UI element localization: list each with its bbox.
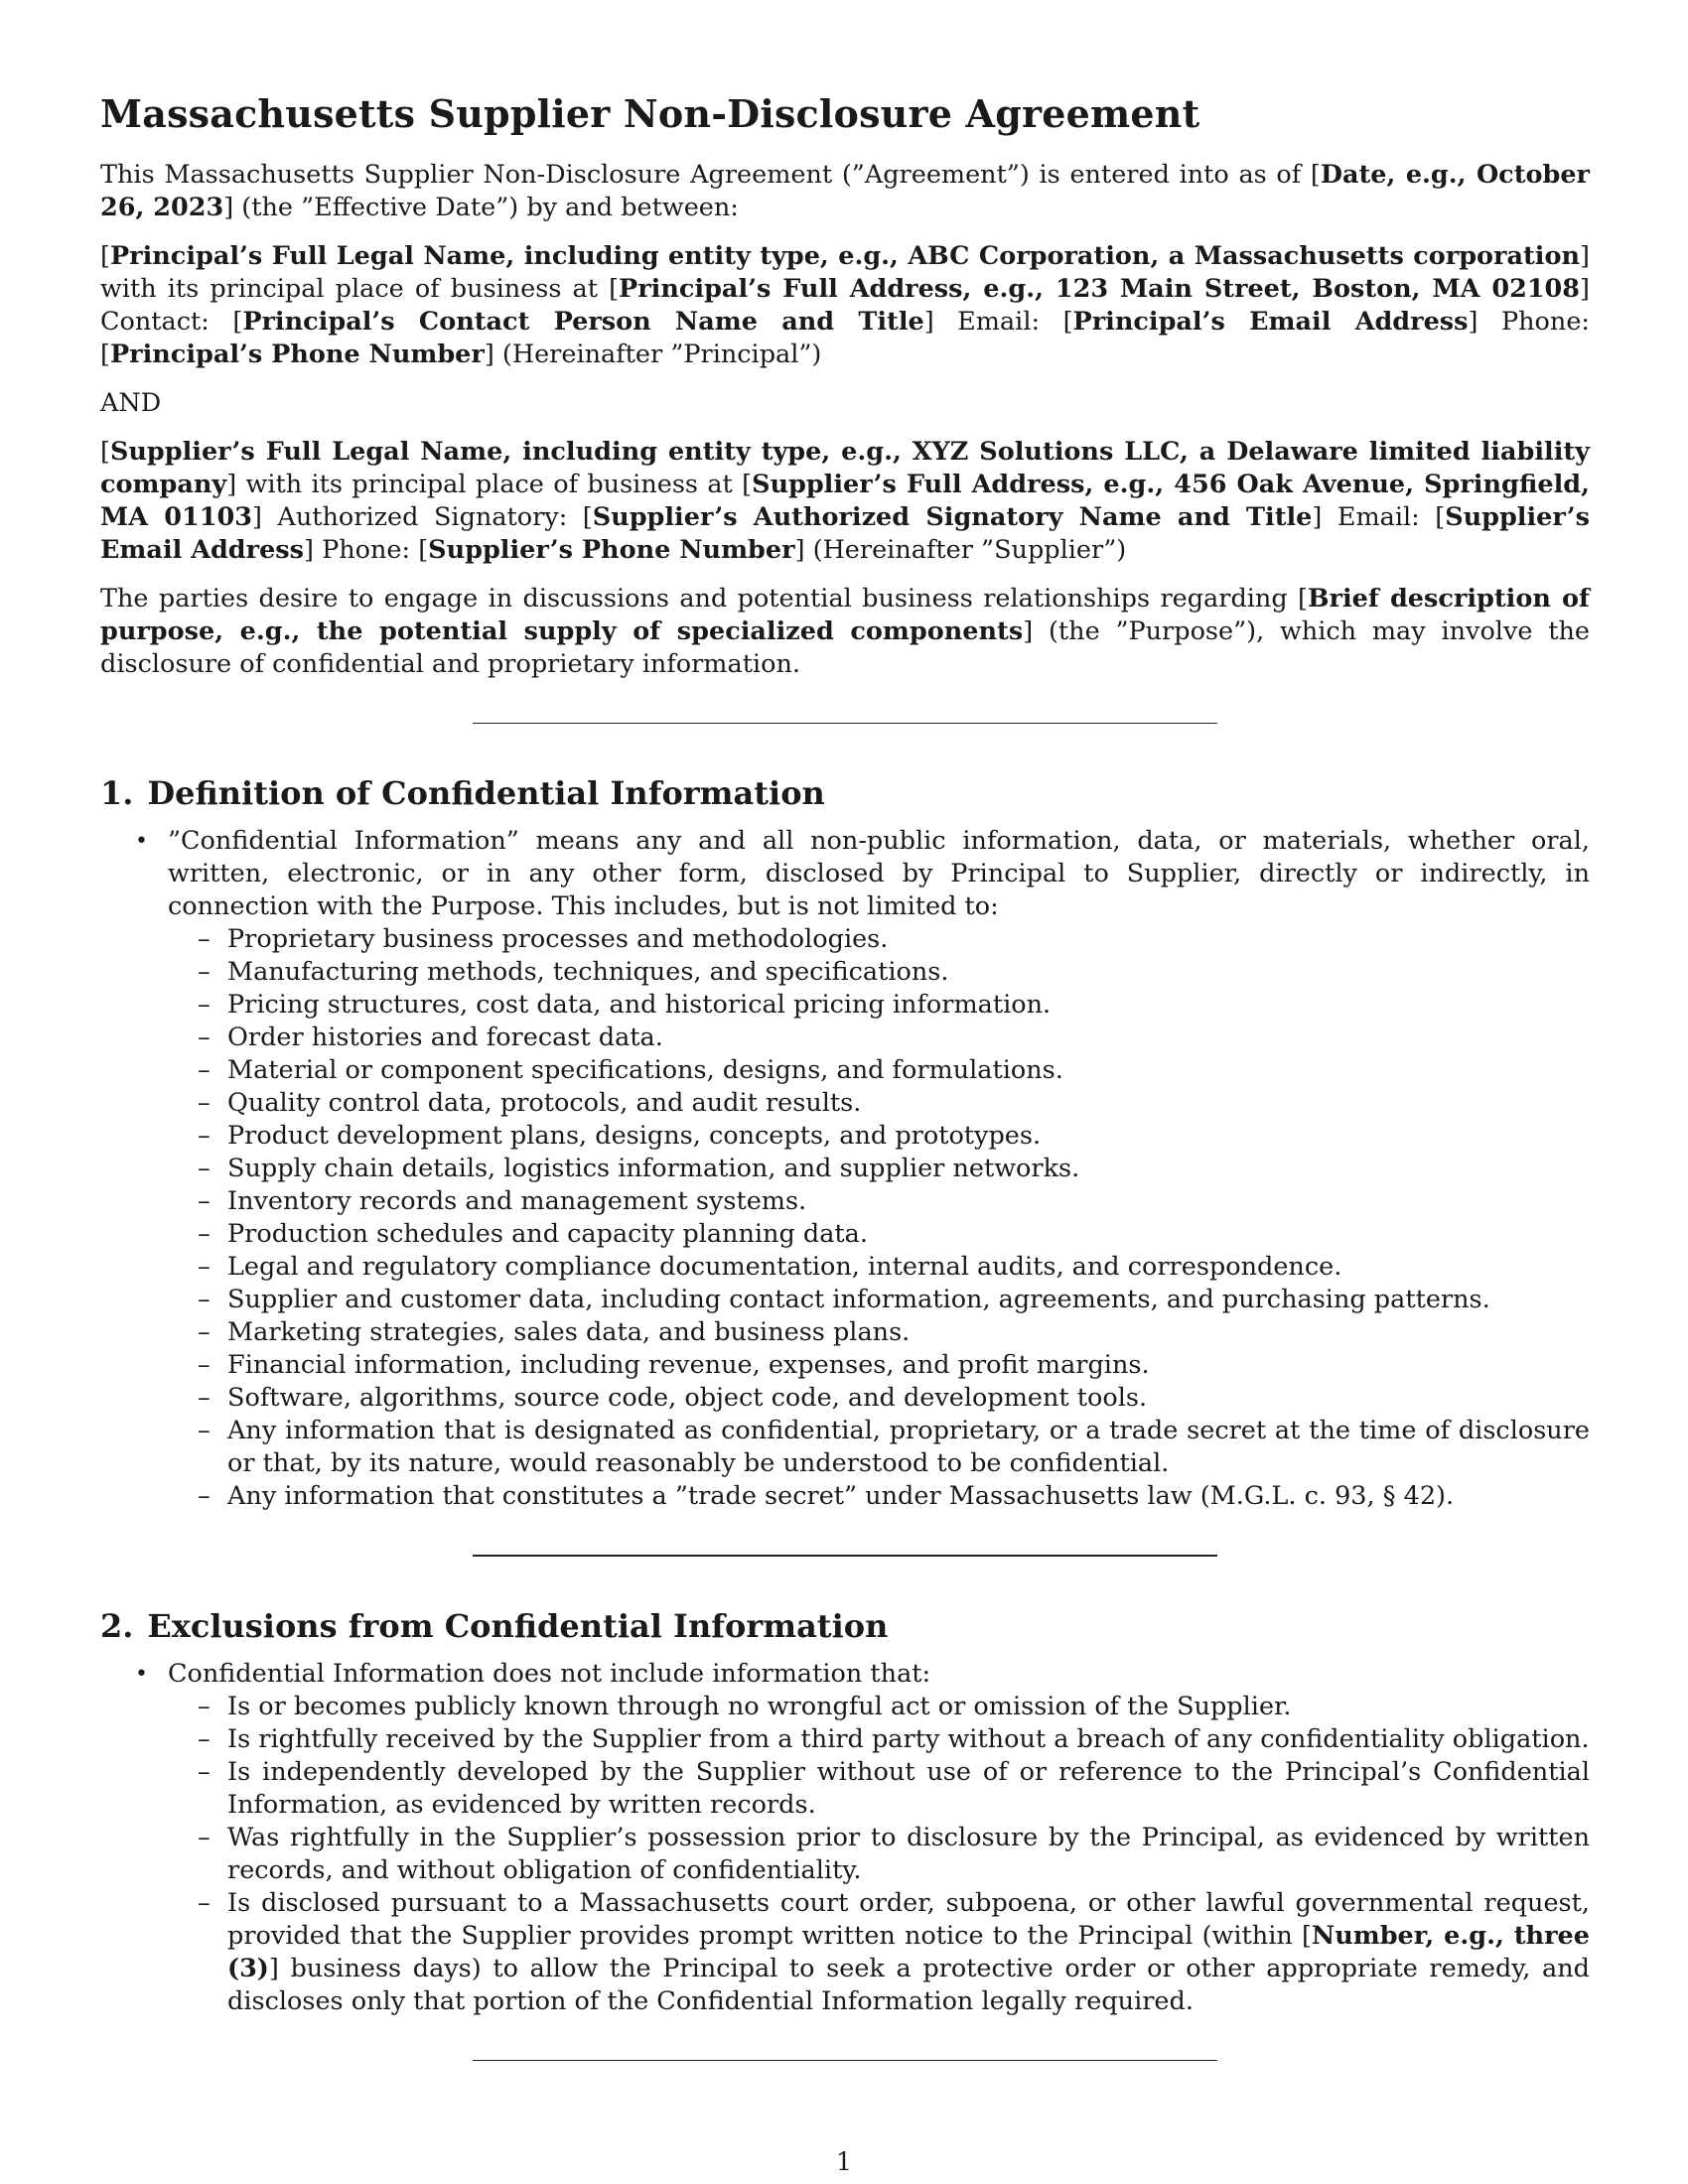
list-item [168, 1022, 1590, 1054]
principal-text-1: with its principal place of business at [100, 274, 610, 304]
list-item-text: Quality control data, protocols, and audit results. [227, 1088, 862, 1118]
list-item [168, 1218, 1590, 1251]
bullet-icon: • [135, 829, 148, 854]
section-2-heading [100, 1606, 1590, 1646]
purpose-text-2: (the ”Purpose”), which may involve the disclosure of confidential and proprietary information. [100, 616, 1590, 679]
dash-icon: – [198, 1350, 211, 1380]
dash-icon: – [198, 1823, 211, 1852]
list-item-text: Is independently developed by the Supplier without use of or reference to the Principal’s Confidential Information, as evidenced by written records. [227, 1757, 1590, 1820]
purpose-placeholder: Brief description of purpose, e.g., the potential supply of specialized components [100, 584, 1590, 646]
bullet-icon: • [135, 1662, 148, 1687]
dash-icon: – [198, 1023, 211, 1052]
section-2-title: Exclusions from Confidential Information [147, 1607, 889, 1645]
principal-name-placeholder: Principal’s Full Legal Name, including entity type, e.g., ABC Corporation, a Massachusetts corporation [109, 241, 1581, 271]
supplier-text-2: Authorized Signatory: [261, 502, 583, 532]
section-1-title: Definition of Confidential Information [147, 774, 825, 812]
list-item [168, 1153, 1590, 1185]
supplier-name-placeholder: Supplier’s Full Legal Name, including entity type, e.g., XYZ Solutions LLC, a Delaware limited liability company [100, 437, 1590, 499]
section-2-bullet [100, 1658, 1590, 2018]
principal-text-5: (Hereinafter ”Principal”) [493, 340, 822, 369]
principal-contact-placeholder: Principal’s Contact Person Name and Title [242, 307, 924, 337]
list-item [168, 989, 1590, 1022]
dash-icon: – [198, 1088, 211, 1118]
list-item-text: Software, algorithms, source code, object code, and development tools. [227, 1383, 1148, 1413]
supplier-phone-placeholder: Supplier’s Phone Number [428, 535, 795, 565]
section-1-bullet-text: ”Confidential Information” means any and all non-public information, data, or materials, whether oral, written, electronic, or in any other form, disclosed by Principal to Supplier, directly or indirectly, in connection with the Purpose. This includes, but is not limited to: [168, 826, 1590, 921]
list-item [168, 1480, 1590, 1513]
section-1-sublist [198, 923, 1590, 1513]
dash-icon: – [198, 1416, 211, 1445]
dash-icon: – [198, 1154, 211, 1183]
section-1-number: 1. [100, 774, 134, 812]
list-item-text: Is rightfully received by the Supplier from a third party without a breach of any confidentiality obligation. [227, 1724, 1590, 1754]
dash-icon: – [198, 1757, 211, 1787]
section-2-number: 2. [100, 1607, 134, 1645]
list-item [168, 1185, 1590, 1218]
supplier-email-placeholder: Supplier’s Email Address [100, 502, 1591, 565]
list-item [168, 1349, 1590, 1382]
list-item-text: Supply chain details, logistics information, and supplier networks. [227, 1154, 1080, 1183]
list-item-text: Supplier and customer data, including contact information, agreements, and purchasing patterns. [227, 1285, 1490, 1314]
purpose-paragraph: The parties desire to engage in discussions and potential business relationships regarding [Brief description of purpose, e.g., the potential supply of specialized components] (the ”Purpose”), which may involve the disclosure of confidential and proprietary information. [100, 584, 1590, 679]
section-divider [473, 1555, 1217, 1557]
list-item [168, 1120, 1590, 1153]
list-item [168, 1691, 1590, 1723]
intro-text-2: (the ”Effective Date”) by and between: [233, 193, 739, 222]
list-item [168, 1251, 1590, 1284]
principal-phone-placeholder: Principal’s Phone Number [109, 340, 485, 369]
dash-icon: – [198, 1055, 211, 1085]
list-item [168, 1316, 1590, 1349]
notice-days-placeholder: Number, e.g., three (3) [227, 1921, 1590, 1983]
principal-address-placeholder: Principal’s Full Address, e.g., 123 Main Street, Boston, MA 02108 [619, 274, 1581, 304]
dash-icon: – [198, 1481, 211, 1511]
list-item-text-2: business days) to allow the Principal to seek a protective order or other appropriate remedy, and discloses only that portion of the Confidential Information legally required. [227, 1954, 1590, 2016]
dash-icon: – [198, 1186, 211, 1216]
dash-icon: – [198, 1692, 211, 1721]
dash-icon: – [198, 924, 211, 954]
supplier-text-1: with its principal place of business at [236, 470, 743, 499]
section-1-heading [100, 773, 1590, 813]
page-number: 1 [836, 2147, 852, 2176]
list-item-text: Material or component specifications, designs, and formulations. [227, 1055, 1063, 1085]
list-item [168, 956, 1590, 989]
supplier-signatory-placeholder: Supplier’s Authorized Signatory Name and Title [592, 502, 1313, 532]
section-1-list [100, 825, 1590, 1513]
list-item-text: Is or becomes publicly known through no wrongful act or omission of the Supplier. [227, 1692, 1292, 1721]
intro-text-1: This Massachusetts Supplier Non-Disclosure Agreement (”Agreement”) is entered into as of [100, 160, 1311, 190]
list-item-text-1: Is disclosed pursuant to a Massachusetts court order, subpoena, or other lawful governmental request, provided that the Supplier provides prompt written notice to the Principal (within [227, 1888, 1590, 1951]
principal-text-2: Contact: [100, 307, 233, 337]
principal-text-3: Email: [933, 307, 1063, 337]
principal-email-placeholder: Principal’s Email Address [1072, 307, 1469, 337]
dash-icon: – [198, 1252, 211, 1282]
supplier-paragraph: [Supplier’s Full Legal Name, including entity type, e.g., XYZ Solutions LLC, a Delaware limited liability company] with its principal place of business at [Supplier’s Full Address, e.g., 456 Oak Avenue, Springfield, MA 01103] Authorized Signatory: [Supplier’s Authorized Signatory Name and Title] Email: [Supplier’s Email Address] Phone: [Supplier’s Phone Number] (Hereinafter ”Supplier”) [100, 437, 1591, 565]
list-item-text: Legal and regulatory compliance documentation, internal audits, and correspondence. [227, 1252, 1342, 1282]
list-item [168, 1054, 1590, 1087]
dash-icon: – [198, 1383, 211, 1413]
dash-icon: – [198, 1317, 211, 1347]
list-item-text: Inventory records and management systems. [227, 1186, 807, 1216]
section-1-bullet [100, 825, 1590, 1513]
intro-paragraph: This Massachusetts Supplier Non-Disclosure Agreement (”Agreement”) is entered into as of [Date, e.g., October 26, 2023] (the ”Effective Date”) by and between: [100, 160, 1590, 222]
document-page [100, 91, 1590, 2111]
list-item-text: Any information that constitutes a ”trade secret” under Massachusetts law (M.G.L. c. 93, § 42). [227, 1481, 1455, 1511]
list-item [168, 1822, 1590, 1887]
dash-icon: – [198, 957, 211, 987]
list-item-text: Financial information, including revenue, expenses, and profit margins. [227, 1350, 1150, 1380]
list-item-text: Order histories and forecast data. [227, 1023, 663, 1052]
list-item-text: Product development plans, designs, concepts, and prototypes. [227, 1121, 1042, 1151]
document-title: Massachusetts Supplier Non-Disclosure Agreement [100, 91, 1200, 136]
section-divider [473, 2060, 1217, 2061]
dash-icon: – [198, 1724, 211, 1754]
list-item-text: Production schedules and capacity planning data. [227, 1219, 868, 1249]
list-item [168, 923, 1590, 956]
supplier-text-5: (Hereinafter ”Supplier”) [804, 535, 1127, 565]
list-item [168, 1415, 1590, 1480]
purpose-text-1: The parties desire to engage in discussions and potential business relationships regarding [100, 584, 1299, 614]
dash-icon: – [198, 990, 211, 1020]
and-separator: AND [100, 388, 162, 418]
principal-paragraph: [Principal’s Full Legal Name, including entity type, e.g., ABC Corporation, a Massachusetts corporation] with its principal place of business at [Principal’s Full Address, e.g., 123 Main Street, Boston, MA 02108] Contact: [Principal’s Contact Person Name and Title] Email: [Principal’s Email Address] Phone: [Principal’s Phone Number] (Hereinafter ”Principal”) [100, 241, 1590, 369]
list-item [168, 1723, 1590, 1756]
list-item-text: Was rightfully in the Supplier’s possession prior to disclosure by the Principal, as evidenced by written records, and without obligation of confidentiality. [227, 1823, 1590, 1885]
list-item [168, 1284, 1590, 1316]
supplier-text-4: Phone: [313, 535, 419, 565]
dash-icon: – [198, 1219, 211, 1249]
principal-text-4: Phone: [1477, 307, 1590, 337]
dash-icon: – [198, 1888, 211, 1918]
dash-icon: – [198, 1121, 211, 1151]
list-item-text: Manufacturing methods, techniques, and specifications. [227, 957, 949, 987]
supplier-text-3: Email: [1322, 502, 1436, 532]
list-item-text: Marketing strategies, sales data, and business plans. [227, 1317, 911, 1347]
list-item-text: Proprietary business processes and methodologies. [227, 924, 889, 954]
list-item: – Is disclosed pursuant to a Massachusetts court order, subpoena, or other lawful governmental request, provided that the Supplier provides prompt written notice to the Principal (within [Number, e.g., three (3)] business days) to allow the Principal to seek a protective order or other appropriate remedy, and discloses only that portion of the Confidential Information legally required. [198, 1888, 1590, 2016]
list-item [168, 1087, 1590, 1120]
supplier-address-placeholder: Supplier’s Full Address, e.g., 456 Oak Avenue, Springfield, MA 01103 [100, 470, 1590, 532]
list-item [168, 1382, 1590, 1415]
list-item [168, 1756, 1590, 1822]
list-item-text: Pricing structures, cost data, and historical pricing information. [227, 990, 1052, 1020]
section-2-sublist [198, 1691, 1590, 2018]
list-item-text: Any information that is designated as confidential, proprietary, or a trade secret at the time of disclosure or that, by its nature, would reasonably be understood to be confidential. [227, 1416, 1590, 1478]
effective-date-placeholder: Date, e.g., October 26, 2023 [100, 160, 1590, 222]
section-divider [473, 723, 1217, 724]
section-2-bullet-text: Confidential Information does not include information that: [168, 1659, 931, 1689]
section-2-list [100, 1658, 1590, 2018]
dash-icon: – [198, 1285, 211, 1314]
